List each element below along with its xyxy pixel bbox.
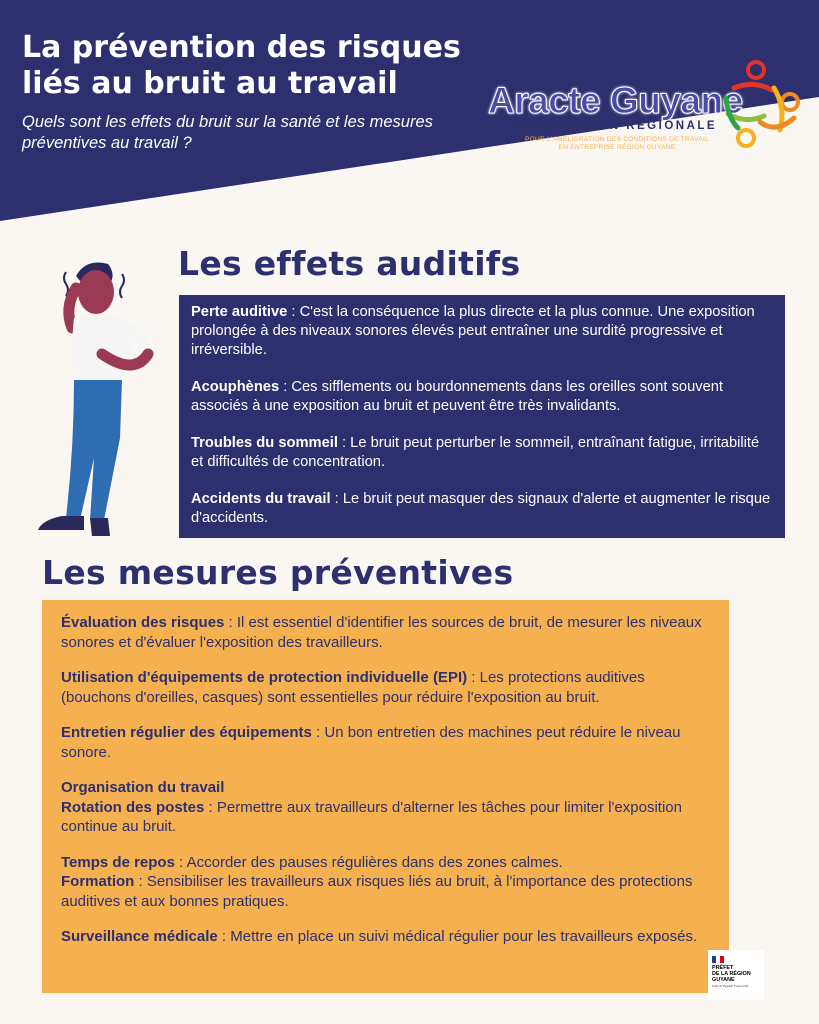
prefet-line: GUYANE — [712, 977, 735, 983]
effects-box — [179, 295, 785, 538]
measure-text: : Les protections auditives (bouchons d'oreilles, casques) sont essentielles pour réduire l'exposition au bruit. — [61, 669, 645, 706]
effect-term: Troubles du sommeil — [191, 435, 338, 451]
measure-item — [61, 723, 711, 762]
measure-text: : Un bon entretien des machines peut réduire le niveau sonore. — [61, 724, 681, 761]
logo-association: ASSOCIATION RÉGIONALE — [514, 120, 718, 132]
effect-text: : C'est la conséquence la plus directe et la plus connue. Une exposition prolongée à des niveaux sonores élevés peut entraîner une surdité progressive et irréversible. — [191, 304, 755, 358]
french-flag-icon — [712, 956, 724, 963]
effect-term: Acouphènes — [191, 379, 280, 395]
measures-box — [42, 600, 729, 993]
page-subtitle: Quels sont les effets du bruit sur la santé et les mesures préventives au travail ? — [22, 113, 433, 152]
prefet-label — [712, 965, 762, 983]
measure-item — [61, 613, 711, 652]
measure-item — [61, 927, 711, 947]
measure-term: Organisation du travail — [61, 779, 225, 796]
page-title: La prévention des risques liés au bruit au travail — [22, 30, 461, 101]
measure-item — [61, 668, 711, 707]
person-holding-ear-icon — [30, 258, 175, 540]
measure-text: : Sensibiliser les travailleurs aux risques liés au bruit, à l'importance des protections auditives et aux bonnes pratiques. — [61, 873, 693, 910]
prefet-line: PRÉFET — [712, 965, 734, 971]
measure-term: Formation — [61, 873, 135, 890]
effect-text: : Ces sifflements ou bourdonnements dans les oreilles sont souvent associés à une exposition au bruit et peuvent être très invalidants. — [191, 379, 724, 414]
effect-text: : Le bruit peut perturber le sommeil, entraînant fatigue, irritabilité et difficultés de concentration. — [191, 435, 760, 470]
logo-figures-icon — [724, 58, 808, 158]
effect-item — [191, 303, 773, 360]
prefet-logo — [708, 950, 764, 1000]
measure-term: Utilisation d'équipements de protection individuelle (EPI) — [61, 669, 468, 686]
prefet-motto: Liberté Égalité Fraternité — [712, 984, 749, 988]
measure-text: : Il est essentiel d'identifier les sources de bruit, de mesurer les niveaux sonores et d'évaluer l'exposition des travailleurs. — [61, 614, 702, 651]
measure-term: Évaluation des risques — [61, 614, 225, 631]
measure-item — [61, 778, 711, 798]
measure-term: Surveillance médicale — [61, 928, 218, 945]
measure-text: : Accorder des pauses régulières dans des zones calmes. — [174, 853, 563, 871]
measure-item — [61, 872, 711, 911]
measure-term: Rotation des postes — [61, 798, 205, 816]
measures-heading: Les mesures préventives — [42, 553, 514, 592]
measure-text: : Mettre en place un suivi médical régulier pour les travailleurs exposés. — [217, 928, 698, 945]
effect-item — [191, 378, 773, 416]
measure-text: : Permettre aux travailleurs d'alterner les tâches pour limiter l'exposition continue au bruit. — [61, 798, 682, 835]
logo-name: Aracte Guyane — [488, 80, 743, 121]
effect-term: Perte auditive — [191, 304, 288, 320]
aracte-logo — [488, 58, 808, 168]
logo-tagline: POUR L'AMÉLIORATION DES CONDITIONS DE TRAVAIL EN ENTREPRISE RÉGION GUYANE — [524, 136, 709, 151]
effect-text: : Le bruit peut masquer des signaux d'alerte et augmenter le risque d'accidents. — [191, 491, 771, 526]
measure-item — [61, 853, 711, 873]
effects-heading: Les effets auditifs — [178, 244, 521, 283]
measure-item — [61, 798, 711, 837]
effect-item — [191, 434, 773, 472]
effect-term: Accidents du travail — [191, 491, 331, 507]
measure-term: Temps de repos — [61, 853, 175, 871]
prefet-line: DE LA RÉGION — [712, 971, 751, 977]
effect-item — [191, 490, 773, 528]
measure-term: Entretien régulier des équipements — [61, 724, 312, 741]
